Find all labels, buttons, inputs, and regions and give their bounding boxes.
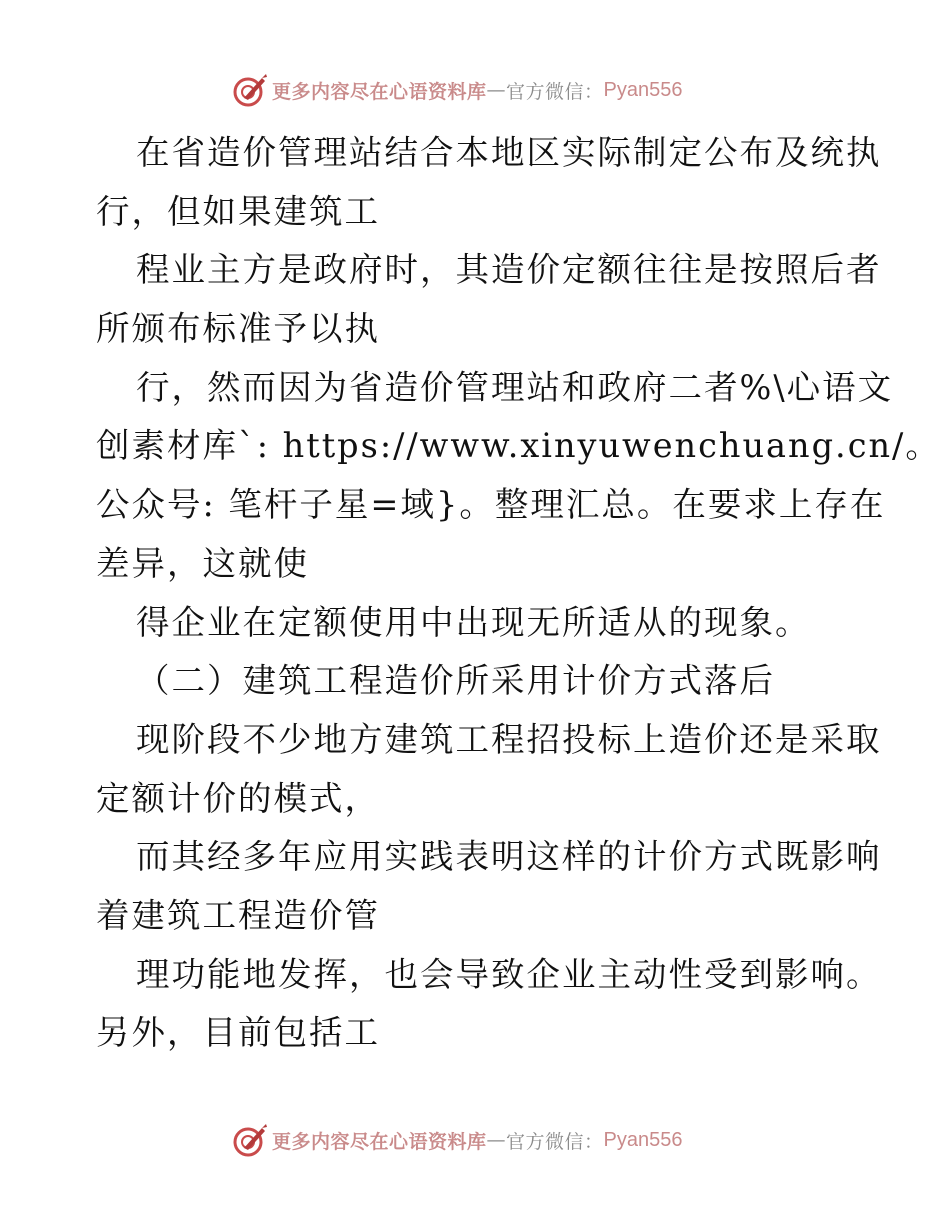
banner-title: 更多内容尽在心语资料库	[272, 80, 487, 103]
quill-logo-icon	[232, 1122, 268, 1158]
body-text	[96, 124, 941, 1063]
banner-official-label: 官方微信：	[506, 80, 604, 103]
text-line: 所颁布标准予以执	[96, 309, 380, 349]
text-line: 行，然而因为省造价管理站和政府二者%\心语文	[136, 367, 894, 407]
text-line: 而其经多年应用实践表明这样的计价方式既影响	[136, 837, 882, 877]
text-line: 另外，目前包括工	[96, 1013, 380, 1053]
text-line: 程业主方是政府时，其造价定额往往是按照后者	[136, 250, 882, 290]
banner-wechat-id: Pyan556	[603, 1128, 683, 1151]
banner-title: 更多内容尽在心语资料库	[272, 1130, 487, 1153]
section-heading: （二）建筑工程造价所采用计价方式落后	[136, 661, 775, 701]
quill-logo-icon	[232, 72, 268, 108]
banner-dash: —	[486, 79, 507, 101]
banner-official-label: 官方微信：	[506, 1130, 604, 1153]
text-line: 着建筑工程造价管	[96, 895, 380, 935]
text-line: 在省造价管理站结合本地区实际制定公布及统执	[136, 133, 882, 172]
header-banner	[232, 70, 712, 110]
text-line: 现阶段不少地方建筑工程招投标上造价还是采取	[136, 719, 882, 759]
text-line: 得企业在定额使用中出现无所适从的现象。	[136, 602, 811, 642]
text-line: 定额计价的模式，	[96, 778, 380, 818]
banner-wechat-id: Pyan556	[603, 78, 683, 101]
text-line: 理功能地发挥，也会导致企业主动性受到影响。	[136, 954, 882, 994]
text-line: 差异，这就使	[96, 543, 309, 583]
text-line: 创素材库`: https://www.xinyuwenchuang.cn/。	[96, 426, 941, 466]
text-line: 行，但如果建筑工	[96, 191, 380, 231]
text-line: 公众号: 笔杆子星=域}。整理汇总。在要求上存在	[96, 485, 886, 525]
footer-banner	[232, 1120, 712, 1160]
banner-dash: —	[486, 1129, 507, 1151]
